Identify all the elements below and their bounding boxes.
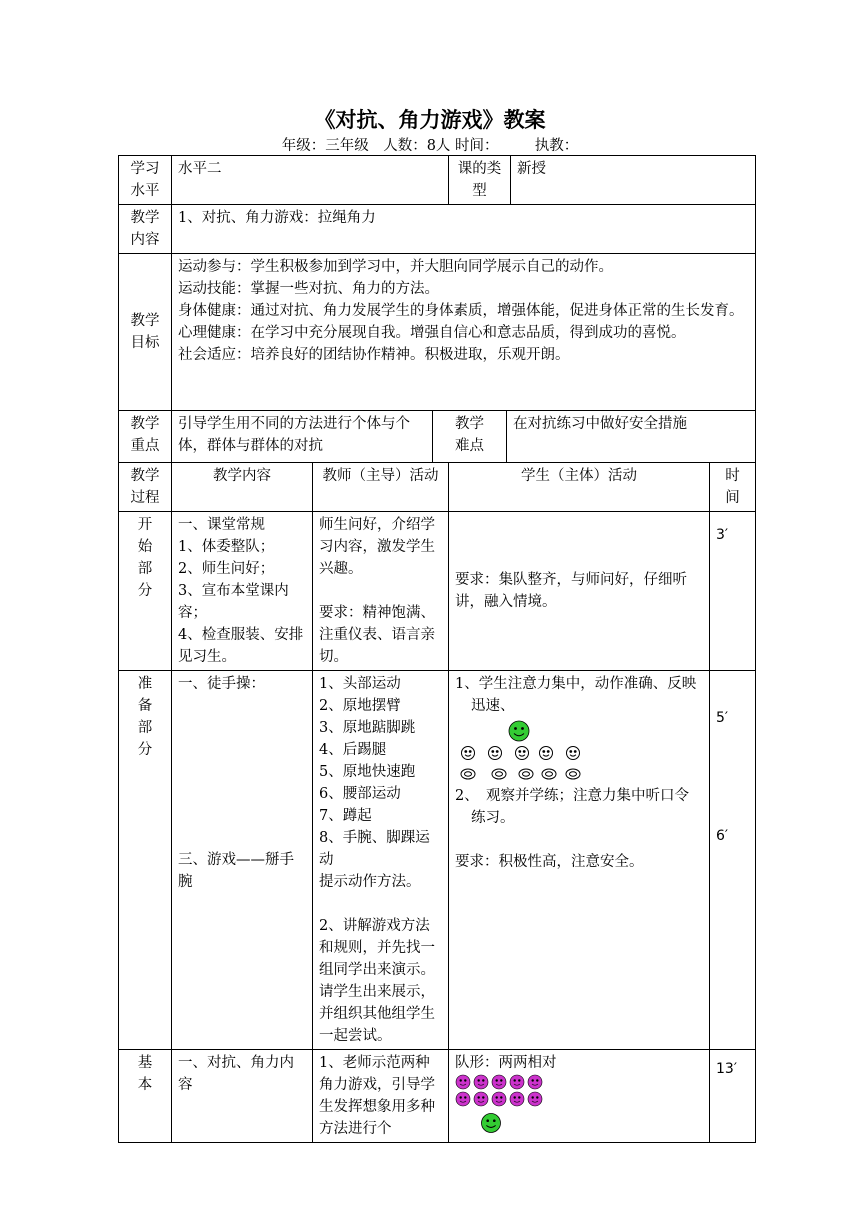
student-smiley-row [462,747,580,760]
row-start [119,512,756,671]
difficulty-label: 教学 难点 [433,411,507,463]
goal-item: 身体健康：通过对抗、角力发展学生的身体素质，增强体能，促进身体正常的生长发育。 [178,303,744,319]
lesson-type-value: 新授 [511,156,756,205]
lesson-type-label: 课的类型 [449,156,511,205]
row-basic [119,1050,756,1143]
process-label: 教学 过程 [119,463,172,512]
row-focus [119,411,756,463]
section-label-prep: 准 备 部 分 [119,671,172,1050]
basic-teacher: 1、老师示范两种角力游戏，引导学生发挥想象用多种方法进行个 [313,1050,449,1143]
col-header-time: 时 间 [710,463,756,512]
prep-student: 1、学生注意力集中，动作准确、反映迅速、 2、 观察并学练；注意力集中听口令练习。 要求：积极性高，注意安全。 [449,671,710,1050]
basic-student: 队形：两两相对 [449,1050,710,1143]
pair-formation-smileys [455,1074,645,1136]
goal-item: 运动技能：掌握一些对抗、角力的方法。 [178,281,439,297]
start-teacher: 师生问好，介绍学习内容，激发学生兴趣。 要求：精神饱满、注重仪表、语言亲切。 [313,512,449,671]
row-process-header [119,463,756,512]
goals-label: 教学 目标 [119,254,172,411]
col-header-teacher: 教师（主导）活动 [313,463,449,512]
prep-content: 一、徒手操： 三、游戏——掰手腕 [172,671,313,1050]
formation-diagram [455,717,703,785]
row-goals [119,254,756,411]
difficulty-value: 在对抗练习中做好安全措施 [507,411,756,463]
col-header-student: 学生（主体）活动 [449,463,710,512]
document-title: 《对抗、角力游戏》教案 [314,108,546,132]
lesson-plan-table [118,155,756,1143]
row-content [119,205,756,254]
document-subtitle: 年级：三年级 人数：8人 时间： 执教： [281,138,579,154]
start-student: 要求：集队整齐，与师问好，仔细听讲，融入情境。 [449,512,710,671]
focus-value: 引导学生用不同的方法进行个体与个体，群体与群体的对抗 [172,411,433,463]
level-value: 水平二 [172,156,449,205]
section-label-basic: 基 本 [119,1050,172,1143]
goals-list [172,254,756,411]
focus-label: 教学 重点 [119,411,172,463]
goal-item: 社会适应：培养良好的团结协作精神。积极进取，乐观开朗。 [178,347,570,363]
content-value: 1、对抗、角力游戏：拉绳角力 [172,205,756,254]
pink-smiley-row [456,1092,542,1106]
student-ring-row [461,769,580,779]
pink-smiley-row [456,1075,542,1089]
basic-time: 13′ [710,1050,756,1143]
prep-time: 5′ 6′ [710,671,756,1050]
goal-item: 心理健康：在学习中充分展现自我。增强自信心和意志品质，得到成功的喜悦。 [178,325,686,341]
row-prep [119,671,756,1050]
section-label-start: 开 始 部 分 [119,512,172,671]
content-label: 教学 内容 [119,205,172,254]
formation-smileys [455,717,645,785]
basic-content: 一、对抗、角力内容 [172,1050,313,1143]
level-label: 学习 水平 [119,156,172,205]
col-header-content: 教学内容 [172,463,313,512]
row-level [119,156,756,205]
start-content: 一、课堂常规 1、体委整队； 2、师生问好； 3、宣布本堂课内容； 4、检查服装、安排见习生。 [172,512,313,671]
teacher-smiley-icon [509,721,529,741]
teacher-smiley-icon [482,1114,501,1133]
prep-teacher: 1、头部运动 2、原地摆臂 3、原地踮脚跳 4、后踢腿 5、原地快速跑 6、腰部运动 7、蹲起 8、手腕、脚踝运动 提示动作方法。 2、讲解游戏方法和规则，并先找一组同学出来演示。 请学生出来展示，并组织其他组学生一起尝试。 [313,671,449,1050]
start-time: 3′ [710,512,756,671]
goal-item: 运动参与：学生积极参加到学习中，并大胆向同学展示自己的动作。 [178,259,613,275]
